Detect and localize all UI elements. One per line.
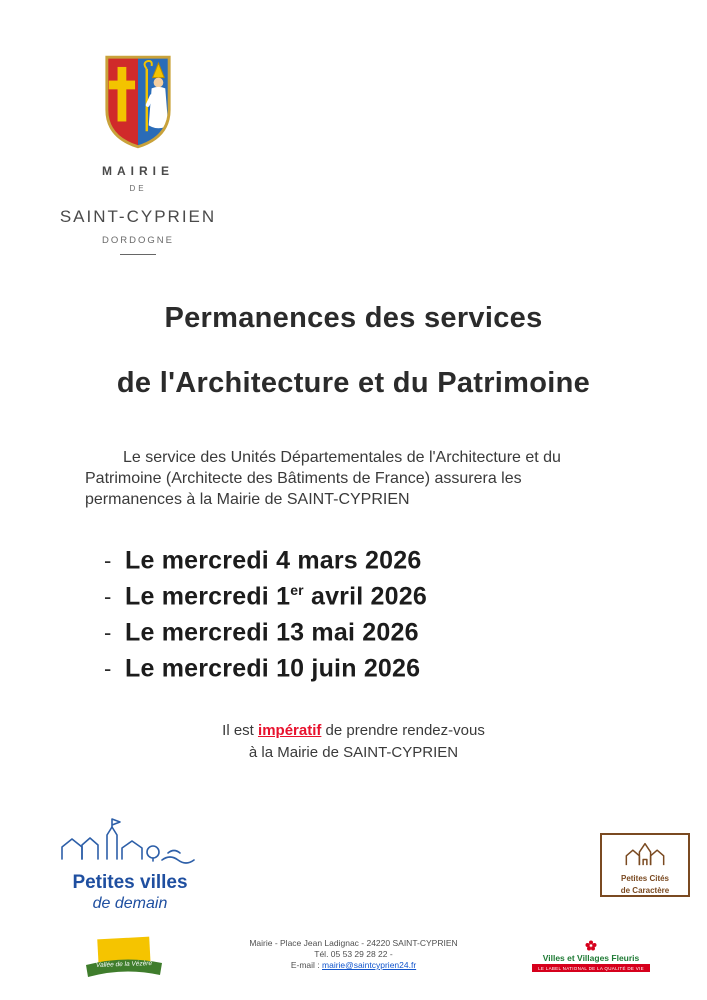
date-text-pre: Le mercredi 1 bbox=[125, 582, 291, 611]
date-list-item bbox=[104, 546, 427, 582]
vvf-label: Villes et Villages Fleuris bbox=[542, 953, 640, 963]
notice-emphasis: impératif bbox=[258, 722, 322, 739]
pcc-label-line1: Petites Cités bbox=[620, 874, 670, 883]
date-text bbox=[125, 546, 421, 575]
pvd-label-line1: Petites villes bbox=[72, 872, 188, 893]
date-list-item bbox=[104, 582, 427, 618]
stone-village-icon bbox=[620, 839, 670, 867]
notice-line2: à la Mairie de SAINT-CYPRIEN bbox=[248, 744, 459, 761]
pvd-label-line2: de demain bbox=[92, 895, 168, 912]
date-text-pre: Le mercredi 10 juin 2026 bbox=[125, 654, 421, 683]
petites-cites-de-caractere-logo bbox=[600, 833, 690, 897]
date-text-pre: Le mercredi 4 mars 2026 bbox=[125, 546, 422, 575]
intro-line2: Patrimoine (Architecte des Bâtiments de France) assurera les bbox=[85, 470, 522, 487]
footer-email-link[interactable]: mairie@saintcyprien24.fr bbox=[322, 960, 417, 970]
list-dash: - bbox=[104, 620, 112, 646]
page-title-line1: Permanences des services bbox=[164, 302, 543, 334]
date-list-item bbox=[104, 618, 427, 654]
date-text-pre: Le mercredi 13 mai 2026 bbox=[125, 618, 419, 647]
red-flower-icon bbox=[585, 940, 597, 952]
villes-villages-fleuris-logo bbox=[532, 940, 650, 972]
date-list-item bbox=[104, 654, 427, 690]
pcc-label-line2: de Caractère bbox=[620, 885, 670, 895]
notice-post: de prendre rendez-vous bbox=[321, 722, 485, 739]
footer-address: Mairie - Place Jean Ladignac - 24220 SAINT-CYPRIEN bbox=[249, 938, 458, 948]
page-title bbox=[0, 302, 707, 400]
vvf-banner: LE LABEL NATIONAL DE LA QUALITÉ DE VIE bbox=[532, 964, 650, 972]
list-dash: - bbox=[104, 584, 112, 610]
intro-line1: Le service des Unités Départementales de l'Architecture et du bbox=[123, 449, 561, 466]
intro-paragraph bbox=[85, 447, 655, 510]
org-department-name: DORDOGNE bbox=[102, 235, 174, 246]
permanence-dates-list bbox=[104, 546, 427, 690]
date-text-post: avril 2026 bbox=[303, 582, 427, 611]
notice-pre: Il est bbox=[222, 722, 259, 739]
notice-line1 bbox=[0, 720, 707, 742]
village-sketch-icon bbox=[50, 815, 210, 865]
org-city-name: SAINT-CYPRIEN bbox=[59, 207, 217, 226]
footer-email-prefix: E-mail : bbox=[290, 960, 323, 970]
vallee-label: Vallée de la Vézère bbox=[95, 960, 153, 969]
footer-phone: Tél. 05 53 29 28 22 - bbox=[314, 949, 393, 959]
header-divider bbox=[120, 254, 156, 255]
petites-villes-de-demain-logo bbox=[48, 815, 212, 913]
date-text bbox=[125, 582, 427, 611]
appointment-notice bbox=[0, 720, 707, 764]
list-dash: - bbox=[104, 548, 112, 574]
list-dash: - bbox=[104, 656, 112, 682]
saint-cyprien-coat-of-arms-icon bbox=[101, 52, 175, 152]
org-mairie-label: MAIRIE bbox=[102, 164, 174, 178]
page-title-line2: de l'Architecture et du Patrimoine bbox=[116, 367, 591, 399]
intro-line3: permanences à la Mairie de SAINT-CYPRIEN bbox=[85, 491, 410, 508]
shield-icon bbox=[101, 52, 175, 152]
organisation-block bbox=[38, 164, 238, 255]
org-de-label: DE bbox=[129, 184, 147, 193]
date-text bbox=[125, 618, 419, 647]
date-text bbox=[125, 654, 420, 683]
date-text-sup: er bbox=[290, 582, 304, 598]
